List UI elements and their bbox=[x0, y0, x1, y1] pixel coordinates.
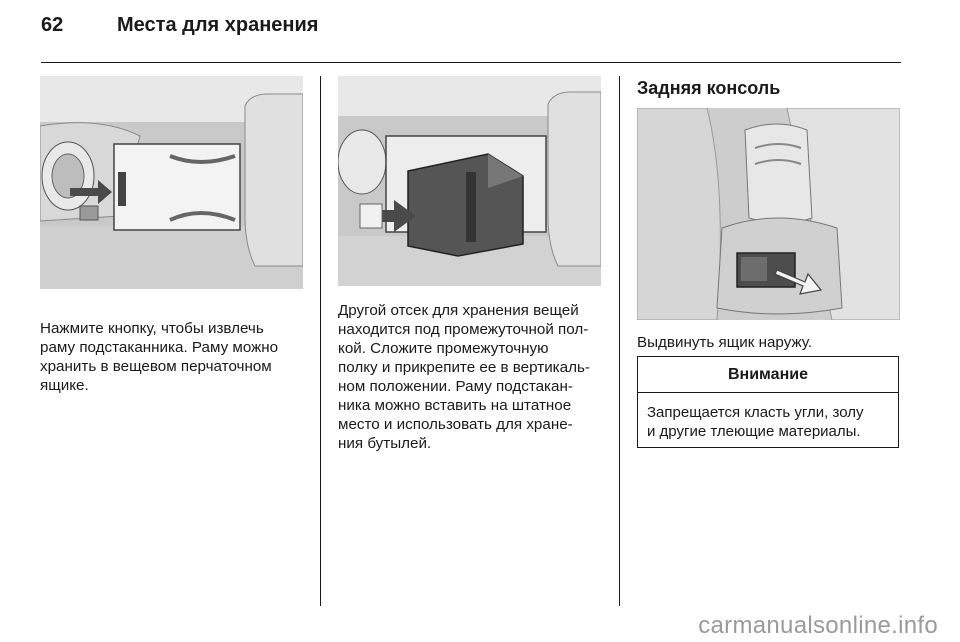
text-line: ящике. bbox=[40, 377, 89, 394]
text-line: ния бутылей. bbox=[338, 435, 432, 452]
storage-compartment-illustration bbox=[338, 76, 601, 286]
cupholder-instructions bbox=[40, 319, 312, 395]
text-line: раму подстаканника. Раму можно bbox=[40, 339, 279, 356]
warning-text bbox=[647, 403, 892, 441]
header-rule bbox=[41, 62, 901, 63]
section-heading-rear-console: Задняя консоль bbox=[637, 78, 781, 98]
watermark: carmanualsonline.info bbox=[698, 612, 938, 639]
text-line: Другой отсек для хранения вещей bbox=[338, 302, 579, 319]
page-number: 62 bbox=[41, 14, 64, 36]
compartment-description bbox=[338, 301, 610, 453]
text-line: Нажмите кнопку, чтобы извлечь bbox=[40, 320, 264, 337]
cupholder-frame-illustration bbox=[40, 76, 303, 289]
text-line: место и использовать для хране- bbox=[338, 416, 573, 433]
text-line: находится под промежуточной пол- bbox=[338, 321, 589, 338]
column-divider-2 bbox=[619, 76, 620, 606]
text-line: полку и прикрепите ее в вертикаль- bbox=[338, 359, 590, 376]
page-title: Места для хранения bbox=[117, 14, 319, 36]
text-line: Запрещается класть угли, золу bbox=[647, 404, 864, 421]
warning-title: Внимание bbox=[638, 357, 898, 393]
rear-console-drawer-illustration bbox=[637, 108, 900, 320]
text-line: и другие тлеющие материалы. bbox=[647, 423, 861, 440]
text-line: ном положении. Раму подстакан- bbox=[338, 378, 573, 395]
text-line: ника можно вставить на штатное bbox=[338, 397, 572, 414]
column-divider-1 bbox=[320, 76, 321, 606]
warning-box bbox=[637, 356, 899, 448]
text-line: кой. Сложите промежуточную bbox=[338, 340, 549, 357]
drawer-caption: Выдвинуть ящик наружу. bbox=[637, 334, 813, 351]
text-line: хранить в вещевом перчаточном bbox=[40, 358, 272, 375]
